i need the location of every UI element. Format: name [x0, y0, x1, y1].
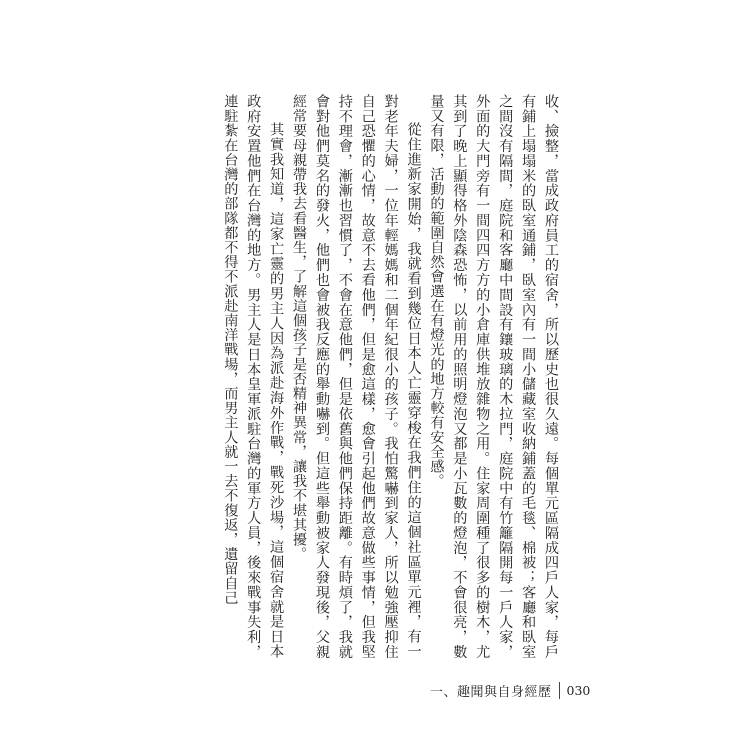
- chapter-title: 一、趣聞與自身經歷: [430, 684, 552, 700]
- page-footer: [430, 680, 590, 700]
- paragraph-2: 從住進新家開始，我就看到幾位日本人亡靈穿梭在我們住的這個社區單元裡，有一對老年夫婦，一位年輕媽媽和二個年紀很小的孩子。我怕驚嚇到家人，所以勉強壓抑住自己恐懼的心情，故意不去看他們，但是愈這樣，愈會引起他們故意做些事情，但我堅持不理會，漸漸也習慣了，不會在意他們，但是依舊與他們保持距離。有時煩了，我就會對他們莫名的發火，他們也會被我反應的舉動嚇到。但這些舉動被家人發現後，父親經常要母親帶我去看醫生，了解這個孩子是否精神異常，讓我不堪其擾。: [291, 94, 422, 659]
- paragraph-1: 收、撿整，當成政府員工的宿舍，所以歷史也很久遠。每個單元區隔成四戶人家，每戶有鋪上塌塌米的臥室通鋪，臥室內有一間小儲藏室收納鋪蓋的毛毯、棉被；客廳和臥室之間沒有隔間，庭院和客廳中間設有鑲玻璃的木拉門，庭院中有竹籬隔開每一戶人家，外面的大門旁有一間四四方方的小倉庫供堆放雜物之用。住家周圍種了很多的樹木，尤其到了晚上顯得格外陰森恐怖，以前用的照明燈泡又都是小瓦數的燈泡，不會很亮，數量又有限，活動的範圍自然會選在有燈光的地方較有安全感。: [428, 94, 559, 659]
- page-number: 030: [566, 682, 591, 698]
- body-text: [196, 94, 562, 659]
- footer-divider: [559, 682, 560, 699]
- paragraph-3: 其實我知道，這家亡靈的男主人因為派赴海外作戰，戰死沙場，這個宿舍就是日本政府安置他們在台灣的地方。男主人是日本皇軍派駐台灣的軍方人員，後來戰事失利，連駐紮在台灣的部隊都不得不派赴南洋戰場，而男主人就一去不復返，遺留自己: [222, 94, 285, 659]
